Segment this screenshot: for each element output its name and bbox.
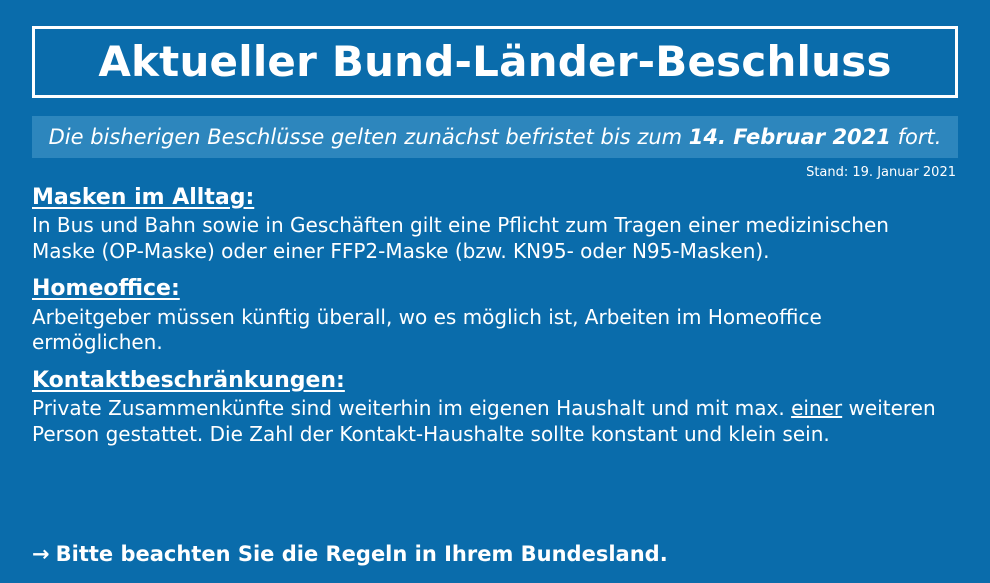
section-heading-masken: Masken im Alltag: — [32, 185, 255, 210]
kontakt-body-part2: weiteren Person gestattet. Die Zahl der Kontakt-Haushalte sollte konstant und klein sein. — [32, 396, 936, 446]
section-body-masken: In Bus und Bahn sowie in Geschäften gilt eine Pflicht zum Tragen einer medizinischen Maske (OP-Maske) oder einer FFP2-Maske (bzw. KN95- oder N95-Masken). — [32, 213, 889, 263]
footer-note — [32, 542, 668, 567]
title-box — [32, 26, 958, 98]
section-masken — [32, 185, 958, 264]
section-body-kontaktbeschraenkungen — [32, 396, 958, 447]
section-body-homeoffice: Arbeitgeber müssen künftig überall, wo es möglich ist, Arbeiten im Homeoffice ermöglichen. — [32, 304, 822, 355]
poster-root — [0, 26, 990, 583]
subtitle-suffix: fort. — [890, 124, 942, 149]
section-kontaktbeschraenkungen — [32, 368, 958, 447]
subtitle-prefix: Die bisherigen Beschlüsse gelten zunächst befristet bis zum — [48, 124, 689, 149]
subtitle-deadline: 14. Februar 2021 — [688, 124, 891, 149]
kontakt-body-emphasis: einer — [791, 396, 843, 421]
subtitle-text — [48, 124, 942, 149]
section-homeoffice — [32, 276, 958, 355]
kontakt-body-part1: Private Zusammenkünfte sind weiterhin im eigenen Haushalt und mit max. — [32, 396, 792, 421]
section-heading-homeoffice: Homeoffice: — [32, 276, 180, 302]
stand-date: Stand: 19. Januar 2021 — [806, 165, 956, 180]
footer-note-text: Bitte beachten Sie die Regeln in Ihrem Bundesland. — [55, 541, 668, 566]
page-title: Aktueller Bund-Länder-Beschluss — [98, 37, 892, 86]
section-heading-kontaktbeschraenkungen: Kontaktbeschränkungen: — [32, 367, 345, 393]
subtitle-band — [32, 116, 958, 158]
arrow-right-icon: → — [32, 541, 50, 566]
